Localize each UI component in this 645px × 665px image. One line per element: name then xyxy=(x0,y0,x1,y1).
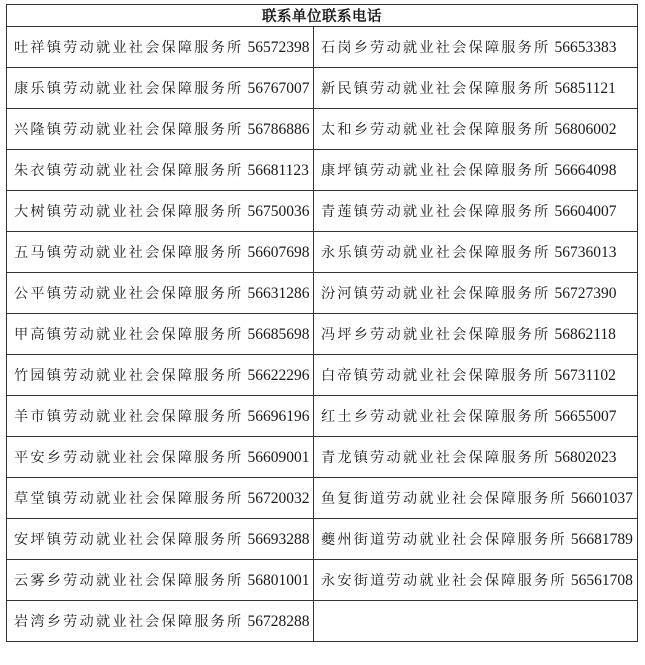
left-contact-cell xyxy=(7,68,314,109)
phone-number: 56736013 xyxy=(554,244,617,261)
office-name: 康乐镇劳动就业社会保障服务所 xyxy=(14,81,244,97)
office-name: 青莲镇劳动就业社会保障服务所 xyxy=(321,204,551,220)
phone-number: 56720032 xyxy=(247,490,310,507)
phone-number: 56806002 xyxy=(554,121,617,138)
phone-number: 56681789 xyxy=(570,531,633,548)
left-contact-cell xyxy=(7,519,314,560)
office-name: 草堂镇劳动就业社会保障服务所 xyxy=(14,491,244,507)
left-contact-cell xyxy=(7,273,314,314)
phone-number: 56664098 xyxy=(554,162,617,179)
office-name: 红土乡劳动就业社会保障服务所 xyxy=(321,409,551,425)
office-name: 永乐镇劳动就业社会保障服务所 xyxy=(321,245,551,261)
office-name: 新民镇劳动就业社会保障服务所 xyxy=(321,81,551,97)
right-contact-cell xyxy=(314,396,638,437)
left-contact-cell xyxy=(7,560,314,601)
right-contact-cell xyxy=(314,478,638,519)
left-contact-cell xyxy=(7,396,314,437)
table-row xyxy=(7,150,638,191)
phone-number: 56750036 xyxy=(247,203,310,220)
phone-number: 56681123 xyxy=(247,162,309,179)
right-contact-cell xyxy=(314,191,638,232)
left-contact-cell xyxy=(7,150,314,191)
phone-number: 56696196 xyxy=(247,408,310,425)
table-title: 联系单位联系电话 xyxy=(7,5,638,27)
office-name: 汾河镇劳动就业社会保障服务所 xyxy=(321,286,551,302)
office-name: 大树镇劳动就业社会保障服务所 xyxy=(14,204,244,220)
office-name: 羊市镇劳动就业社会保障服务所 xyxy=(14,409,244,425)
office-name: 平安乡劳动就业社会保障服务所 xyxy=(14,450,244,466)
right-contact-cell xyxy=(314,560,638,601)
table-row xyxy=(7,355,638,396)
table-row xyxy=(7,191,638,232)
office-name: 康坪镇劳动就业社会保障服务所 xyxy=(321,163,551,179)
office-name: 太和乡劳动就业社会保障服务所 xyxy=(321,122,551,138)
phone-number: 56862118 xyxy=(554,326,616,343)
phone-number: 56802023 xyxy=(554,449,617,466)
left-contact-cell xyxy=(7,437,314,478)
table-row xyxy=(7,396,638,437)
table-row xyxy=(7,27,638,68)
left-contact-cell xyxy=(7,232,314,273)
table-row xyxy=(7,109,638,150)
title-row xyxy=(7,5,638,27)
office-name: 青龙镇劳动就业社会保障服务所 xyxy=(321,450,551,466)
phone-number: 56685698 xyxy=(247,326,310,343)
phone-number: 56622296 xyxy=(247,367,310,384)
right-contact-cell xyxy=(314,355,638,396)
right-contact-cell xyxy=(314,150,638,191)
table-row xyxy=(7,478,638,519)
office-name: 朱衣镇劳动就业社会保障服务所 xyxy=(14,163,244,179)
table-row xyxy=(7,601,638,642)
phone-number: 56609001 xyxy=(247,449,310,466)
table-row xyxy=(7,273,638,314)
phone-number: 56655007 xyxy=(554,408,617,425)
office-name: 夔州街道劳动就业社会保障服务所 xyxy=(321,532,567,548)
office-name: 公平镇劳动就业社会保障服务所 xyxy=(14,286,244,302)
office-name: 云雾乡劳动就业社会保障服务所 xyxy=(14,573,244,589)
table-row xyxy=(7,560,638,601)
office-name: 冯坪乡劳动就业社会保障服务所 xyxy=(321,327,551,343)
phone-number: 56731102 xyxy=(554,367,616,384)
phone-number: 56728288 xyxy=(247,613,310,630)
phone-number: 56693288 xyxy=(247,531,310,548)
office-name: 永安街道劳动就业社会保障服务所 xyxy=(321,573,567,589)
office-name: 吐祥镇劳动就业社会保障服务所 xyxy=(14,40,244,56)
office-name: 兴隆镇劳动就业社会保障服务所 xyxy=(14,122,244,138)
phone-number: 56561708 xyxy=(570,572,633,589)
right-contact-cell xyxy=(314,601,638,642)
office-name: 安坪镇劳动就业社会保障服务所 xyxy=(14,532,244,548)
office-name: 竹园镇劳动就业社会保障服务所 xyxy=(14,368,244,384)
phone-number: 56851121 xyxy=(554,80,616,97)
left-contact-cell xyxy=(7,355,314,396)
phone-number: 56601037 xyxy=(570,490,633,507)
right-contact-cell xyxy=(314,232,638,273)
table-row xyxy=(7,232,638,273)
table-row xyxy=(7,314,638,355)
contact-sheet xyxy=(6,4,637,642)
left-contact-cell xyxy=(7,601,314,642)
table-row xyxy=(7,519,638,560)
right-contact-cell xyxy=(314,314,638,355)
table-row xyxy=(7,68,638,109)
phone-number: 56572398 xyxy=(247,39,310,56)
contacts-table xyxy=(6,4,638,642)
phone-number: 56801001 xyxy=(247,572,310,589)
right-contact-cell xyxy=(314,27,638,68)
office-name: 石岗乡劳动就业社会保障服务所 xyxy=(321,40,551,56)
left-contact-cell xyxy=(7,27,314,68)
phone-number: 56631286 xyxy=(247,285,310,302)
office-name: 白帝镇劳动就业社会保障服务所 xyxy=(321,368,551,384)
office-name: 鱼复街道劳动就业社会保障服务所 xyxy=(321,491,567,507)
contacts-table-body xyxy=(7,27,638,642)
office-name: 五马镇劳动就业社会保障服务所 xyxy=(14,245,244,261)
office-name: 甲高镇劳动就业社会保障服务所 xyxy=(14,327,244,343)
phone-number: 56607698 xyxy=(247,244,310,261)
office-name: 岩湾乡劳动就业社会保障服务所 xyxy=(14,614,244,630)
right-contact-cell xyxy=(314,68,638,109)
left-contact-cell xyxy=(7,478,314,519)
left-contact-cell xyxy=(7,314,314,355)
phone-number: 56653383 xyxy=(554,39,617,56)
right-contact-cell xyxy=(314,109,638,150)
table-row xyxy=(7,437,638,478)
right-contact-cell xyxy=(314,437,638,478)
phone-number: 56767007 xyxy=(247,80,310,97)
left-contact-cell xyxy=(7,191,314,232)
right-contact-cell xyxy=(314,273,638,314)
left-contact-cell xyxy=(7,109,314,150)
phone-number: 56727390 xyxy=(554,285,617,302)
right-contact-cell xyxy=(314,519,638,560)
phone-number: 56786886 xyxy=(247,121,310,138)
phone-number: 56604007 xyxy=(554,203,617,220)
